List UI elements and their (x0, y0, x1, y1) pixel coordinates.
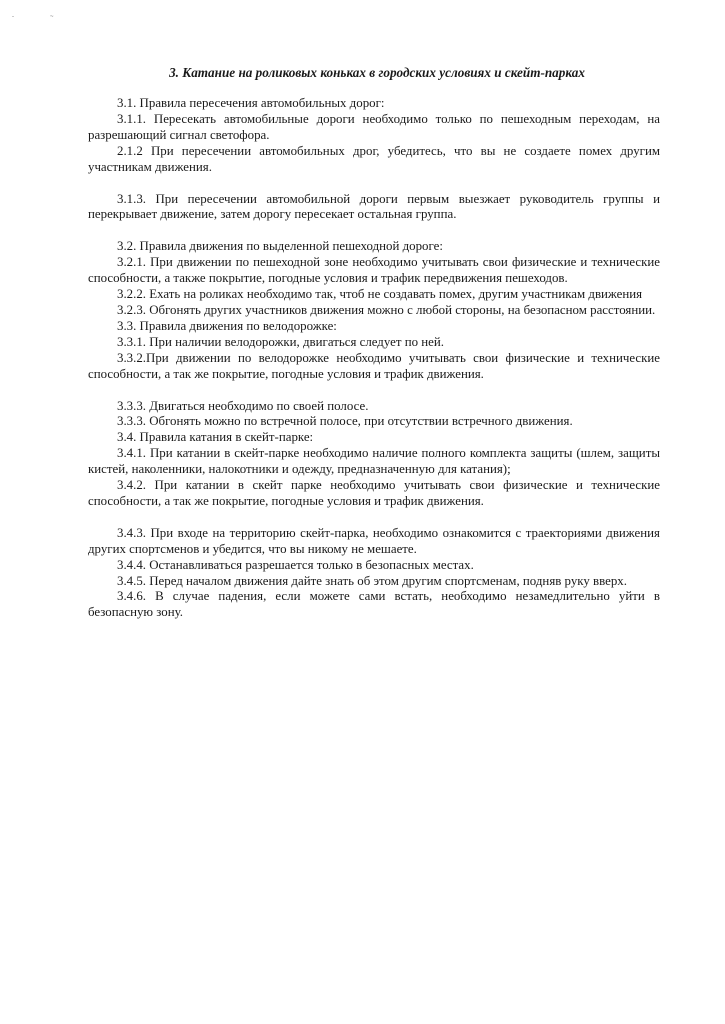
section-title: 3. Катание на роликовых коньках в городских условиях и скейт-парках (169, 65, 585, 80)
paragraph-3-4-2: 3.4.2. При катании в скейт парке необходимо учитывать свои физические и технические способности, а так же покрытие, погодные условия и трафик движения. (88, 478, 660, 508)
paragraph-spacer (88, 383, 660, 399)
paragraph-3-3-3-b: 3.3.3. Обгонять можно по встречной полосе, при отсутствии встречного движения. (117, 414, 573, 429)
paragraph-3-3-1: 3.3.1. При наличии велодорожки, двигаться следует по ней. (117, 334, 445, 349)
document-page (88, 64, 660, 621)
paragraph-3-3-3-a: 3.3.3. Двигаться необходимо по своей полосе. (117, 398, 369, 413)
paragraph-3-2-1: 3.2.1. При движении по пешеходной зоне необходимо учитывать свои физические и технические способности, а также покрытие, погодные условия и трафик передвижения пешеходов. (88, 255, 660, 286)
scan-mark: - (12, 14, 14, 20)
paragraph-3-3-2: 3.3.2.При движении по велодорожке необходимо учитывать свои физические и технические способности, а так же покрытие, погодные условия и трафик движения. (88, 350, 660, 381)
paragraph-3-4-1: 3.4.1. При катании в скейт-парке необходимо наличие полного комплекта защиты (шлем, защиты кистей, наколенники, налокотники и одежду, предназначенную для катания); (88, 446, 660, 477)
paragraph-3-4-6: 3.4.6. В случае падения, если можете сами встать, необходимо незамедлительно уйти в безопасную зону. (88, 589, 660, 620)
paragraph-3-4: 3.4. Правила катания в скейт-парке: (117, 430, 314, 445)
paragraph-3-2-2: 3.2.2. Ехать на роликах необходимо так, чтоб не создавать помех, другим участникам движения (117, 287, 643, 302)
paragraph-3-4-3: 3.4.3. При входе на территорию скейт-парка, необходимо ознакомится с траекториями движения других спортсменов и убедится, что вы никому не мешаете. (88, 525, 660, 556)
paragraph-3-3: 3.3. Правила движения по велодорожке: (117, 318, 337, 333)
paragraph-3-2: 3.2. Правила движения по выделенной пешеходной дороге: (117, 239, 443, 254)
paragraph-spacer (88, 223, 660, 239)
scan-mark: ~ (50, 14, 54, 20)
paragraph-2-1-2: 2.1.2 При пересечении автомобильных дрог, убедитесь, что вы не создаете помех другим участникам движения. (88, 143, 660, 174)
paragraph-3-1-1: 3.1.1. Пересекать автомобильные дороги необходимо только по пешеходным переходам, на разрешающий сигнал светофора. (88, 111, 660, 142)
paragraph-3-2-3: 3.2.3. Обгонять других участников движения можно с любой стороны, на безопасном расстоянии. (117, 302, 656, 317)
paragraph-3-4-4: 3.4.4. Останавливаться разрешается только в безопасных местах. (117, 557, 474, 572)
paragraph-spacer (88, 176, 660, 192)
paragraph-3-1-3: 3.1.3. При пересечении автомобильной дороги первым выезжает руководитель группы и перекрывает движение, затем дорогу пересекает остальная группа. (88, 191, 660, 222)
paragraph-spacer (88, 510, 660, 526)
paragraph-3-1: 3.1. Правила пересечения автомобильных дорог: (117, 96, 385, 110)
paragraph-3-4-5: 3.4.5. Перед началом движения дайте знать об этом другим спортсменам, подняв руку вверх. (117, 573, 627, 588)
